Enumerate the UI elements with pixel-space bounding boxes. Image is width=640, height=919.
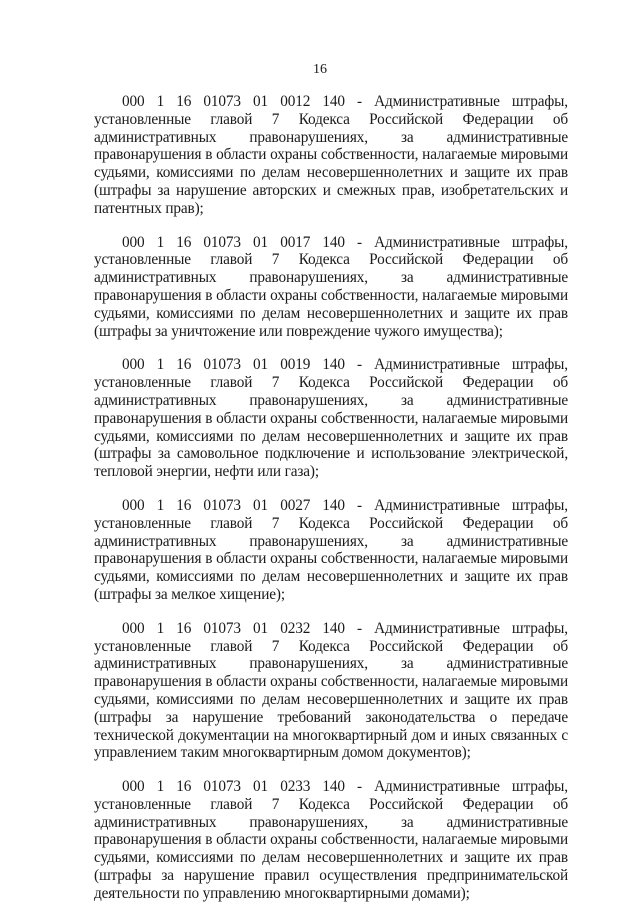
page-number: 16 [313, 62, 327, 77]
paragraph: 000 1 16 01073 01 0017 140 - Административные штрафы, установленные главой 7 Кодекса Российской Федерации об административных правонарушениях, за административные правонарушения в области охраны собственности, налагаемые мировыми судьями, комиссиями по делам несовершеннолетних и защите их прав (штрафы за уничтожение или повреждение чужого имущества); [94, 233, 568, 340]
paragraph: 000 1 16 01073 01 0019 140 - Административные штрафы, установленные главой 7 Кодекса Российской Федерации об административных правонарушениях, за административные правонарушения в области охраны собственности, налагаемые мировыми судьями, комиссиями по делам несовершеннолетних и защите их прав (штрафы за самовольное подключение и использование электрической, тепловой энергии, нефти или газа); [94, 356, 568, 481]
paragraph: 000 1 16 01073 01 0233 140 - Административные штрафы, установленные главой 7 Кодекса Российской Федерации об административных правонарушениях, за административные правонарушения в области охраны собственности, налагаемые мировыми судьями, комиссиями по делам несовершеннолетних и защите их прав (штрафы за нарушение правил осуществления предпринимательской деятельности по управлению многоквартирными домами); [94, 778, 568, 902]
paragraph: 000 1 16 01073 01 0232 140 - Административные штрафы, установленные главой 7 Кодекса Российской Федерации об административных правонарушениях, за административные правонарушения в области охраны собственности, налагаемые мировыми судьями, комиссиями по делам несовершеннолетних и защите их прав (штрафы за нарушение требований законодательства о передаче технической документации на многоквартирный дом и иных связанных с управлением таким многоквартирным домом документов); [94, 619, 568, 762]
paragraph: 000 1 16 01073 01 0027 140 - Административные штрафы, установленные главой 7 Кодекса Российской Федерации об административных правонарушениях, за административные правонарушения в области охраны собственности, налагаемые мировыми судьями, комиссиями по делам несовершеннолетних и защите их прав (штрафы за мелкое хищение); [94, 496, 568, 603]
document-body [94, 93, 568, 919]
paragraph: 000 1 16 01073 01 0012 140 - Административные штрафы, установленные главой 7 Кодекса Российской Федерации об административных правонарушениях, за административные правонарушения в области охраны собственности, налагаемые мировыми судьями, комиссиями по делам несовершеннолетних и защите их прав (штрафы за нарушение авторских и смежных прав, изобретательских и патентных прав); [94, 93, 568, 217]
